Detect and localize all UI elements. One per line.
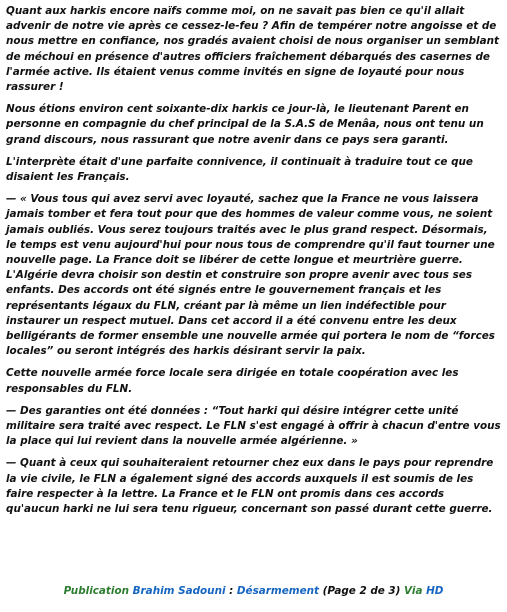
paragraph-6: — Des garanties ont été données : “Tout harki qui désire intégrer cette unité militaire sera traité avec respect. Le FLN s'est engagé à offrir à chacun d'entre vous la place qui lui revient dans la nouvelle armée algérienne. » (6, 404, 501, 448)
footer-author-link[interactable]: Brahim Sadouni (132, 585, 226, 597)
paragraph-4: — « Vous tous qui avez servi avec loyauté, sachez que la France ne vous laissera jamais tomber et fera tout pour que des hommes de valeur comme vous, ne soient jamais oubliés. Vous serez toujours traités avec le plus grand respect. Désormais, le temps est venu aujourd'hui pour nous tous de comprendre qu'il faut tourner une nouvelle page. La France doit se libérer de cette longue et meurtrière guerre. L'Algérie devra choisir son destin et construire son propre avenir avec tous ses enfants. Des accords ont été signés entre le gouvernement français et les représentants légaux du FLN, créant par là même un lien indéfectible pour instaurer un respect mutuel. Dans cet accord il a été convenu entre les deux belligérants de former ensemble une nouvelle armée qui portera le nom de “forces locales” ou seront intégrés des harkis désirant servir la paix. (6, 193, 495, 358)
publication-footer (0, 584, 507, 598)
paragraph-1: Quant aux harkis encore naïfs comme moi, on ne savait pas bien ce qu'il allait advenir de notre vie après ce cessez-le-feu ? Afin de tempérer notre angoisse et de nous mettre en confiance, nos gradés avaient choisi de nous organiser un semblant de méchoui en présence d'autres officiers fraîchement débarqués des casernes de l'armée active. Ils étaient venus comme invités en signe de loyauté pour nous rassurer ! (6, 5, 499, 94)
footer-source-link[interactable]: HD (426, 585, 444, 597)
footer-separator: : (225, 585, 237, 597)
paragraph-3: L'interprète était d'une parfaite connivence, il continuait à traduire tout ce que disaient les Français. (6, 155, 473, 184)
footer-via-label: Via (404, 585, 423, 597)
paragraph-7: — Quant à ceux qui souhaiteraient retourner chez eux dans le pays pour reprendre la vie civile, le FLN a également signé des accords auxquels il est soumis de les faire respecter à la lettre. La France et le FLN ont promis dans ces accords qu'aucun harki ne lui sera tenu rigueur, concernant son passé durant cette guerre. (6, 457, 494, 516)
footer-page-ref: (Page 2 de 3) (322, 585, 401, 597)
paragraph-5: Cette nouvelle armée force locale sera dirigée en totale coopération avec les responsables du FLN. (6, 367, 459, 395)
paragraph-2: Nous étions environ cent soixante-dix harkis ce jour-là, le lieutenant Parent en personne en compagnie du chef principal de la S.A.S de Menâa, nous ont tenu un grand discours, nous rassurant que notre avenir dans ce pays sera garanti. (6, 103, 484, 146)
footer-title-link[interactable]: Désarmement (236, 585, 320, 597)
footer-publication-label: Publication (63, 585, 130, 597)
